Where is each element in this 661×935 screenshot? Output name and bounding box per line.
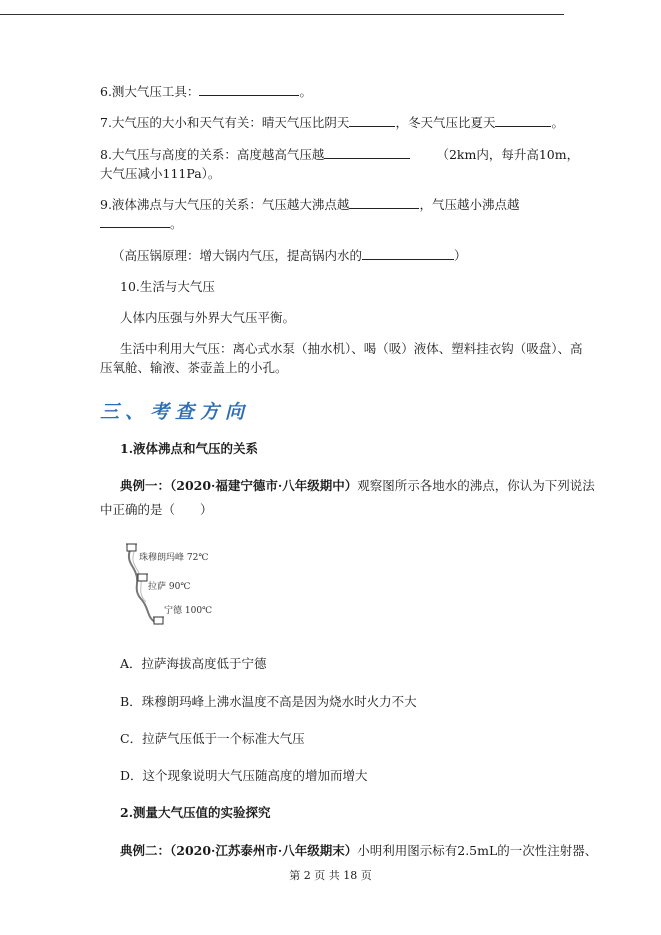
- question-8: [100, 147, 580, 163]
- example1-label: 典例一：（2020·福建宁德市·八年级期中）: [120, 478, 358, 493]
- example1-line2: 中正确的是（ ）: [100, 502, 213, 517]
- example1-line1: [120, 478, 595, 494]
- example2-text: 小明利用图示标有2.5mL的一次性注射器、: [357, 843, 598, 858]
- boiling-point-figure: [120, 536, 236, 632]
- q9-text-b: ，气压越小沸点越: [419, 197, 520, 212]
- q10-body: 人体内压强与外界大气压平衡。: [120, 310, 296, 325]
- q6-end: 。: [299, 84, 312, 99]
- pot-icon-3: [153, 617, 164, 624]
- topic2-title: 2.测量大气压值的实验探究: [120, 805, 271, 820]
- header-rule: [0, 14, 564, 15]
- q9-blank-1[interactable]: [349, 197, 419, 209]
- cooker-blank[interactable]: [362, 248, 454, 260]
- cooker-text: （高压锅原理：增大锅内气压，提高锅内水的: [112, 248, 363, 263]
- q8-blank[interactable]: [324, 147, 410, 159]
- option-a[interactable]: A．拉萨海拔高度低于宁德: [120, 656, 267, 671]
- q6-blank[interactable]: [199, 84, 299, 96]
- example1-text: 观察图所示各地水的沸点，你认为下列说法: [357, 478, 595, 493]
- section-title: 三、考查方向: [100, 401, 251, 423]
- q10-uses-2: 压氧舱、输液、茶壶盖上的小孔。: [100, 360, 288, 375]
- option-d[interactable]: D．这个现象说明大气压随高度的增加而增大: [120, 768, 368, 783]
- question-8-cont: [100, 166, 562, 182]
- q8-text-a: 8.大气压与高度的关系：高度越高气压越: [100, 147, 325, 162]
- cooker-end: ）: [454, 248, 467, 263]
- q9-end: 。: [170, 216, 183, 231]
- q7-text-b: ，冬天气压比夏天: [395, 115, 496, 130]
- q7-end: 。: [551, 115, 564, 130]
- pressure-cooker-note: [112, 248, 562, 264]
- question-6: [100, 84, 562, 100]
- pot-icon-1: [126, 544, 137, 551]
- q10-uses-1: 生活中利用大气压：离心式水泵（抽水机）、喝（吸）液体、塑料挂衣钩（吸盘）、高: [120, 341, 583, 356]
- q7-text-a: 7.大气压的大小和天气有关：晴天气压比阴天: [100, 115, 350, 130]
- pot-icon-2: [137, 574, 148, 581]
- option-b[interactable]: B．珠穆朗玛峰上沸水温度不高是因为烧水时火力不大: [120, 694, 417, 709]
- question-9-cont: [100, 216, 562, 232]
- page-footer: 第 2 页 共 18 页: [289, 869, 372, 882]
- example2-label: 典例二：（2020·江苏泰州市·八年级期末）: [120, 843, 358, 858]
- topic1-title: 1.液体沸点和气压的关系: [120, 441, 259, 456]
- figure-label-ningde: 宁德 100℃: [164, 606, 213, 616]
- question-9: [100, 197, 562, 213]
- question-7: [100, 115, 562, 131]
- q6-text: 6.测大气压工具：: [100, 84, 200, 99]
- q7-blank-1[interactable]: [349, 115, 395, 127]
- option-c[interactable]: C．拉萨气压低于一个标准大气压: [120, 731, 305, 746]
- example2-line1: [120, 843, 598, 859]
- figure-label-lhasa: 拉萨 90℃: [148, 582, 191, 592]
- q7-blank-2[interactable]: [495, 115, 551, 127]
- q10-title: 10.生活与大气压: [120, 279, 215, 294]
- q8-text-b: （2km内，每升高10m，: [436, 147, 580, 162]
- q8-text-c: 大气压减小111Pa）。: [100, 166, 221, 181]
- figure-label-everest: 珠穆朗玛峰 72℃: [139, 553, 209, 563]
- q9-text-a: 9.液体沸点与大气压的关系：气压越大沸点越: [100, 197, 350, 212]
- q9-blank-2[interactable]: [100, 216, 170, 228]
